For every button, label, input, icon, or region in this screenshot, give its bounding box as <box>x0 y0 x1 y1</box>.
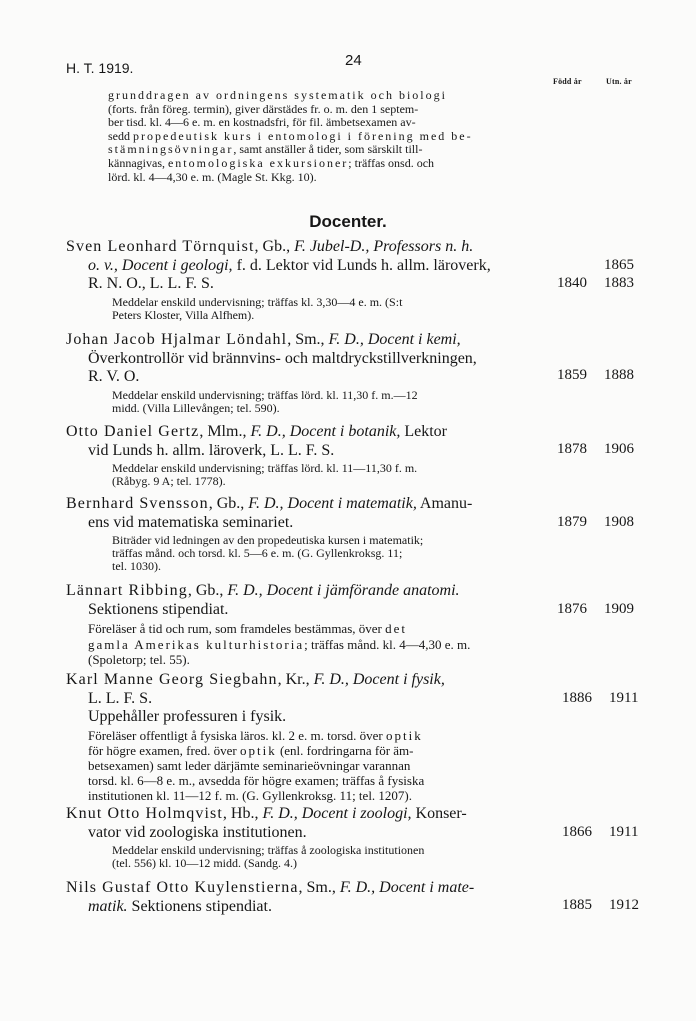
docent-name: Lännart Ribbing <box>66 582 188 599</box>
appointed-year: 1908 <box>604 514 634 530</box>
column-head-appointed: Utn. år <box>606 77 632 86</box>
docent-entry: Sven Leonhard Törnquist, Gb., F. Jubel-D., Professors n. h. o. v., Docent i geologi, f. d. Lektor vid Lunds h. allm. läroverk, R. N. O., L. L. F. S. Meddelar enskild undervisning; träffas kl. 3,30—4 e. m. (S:t Peters Kloster, Villa Alfhem). <box>66 238 491 322</box>
born-year: 1859 <box>557 367 587 383</box>
appointed-year: 1888 <box>604 367 634 383</box>
docent-name: Nils Gustaf Otto Kuylenstierna <box>66 879 299 896</box>
docent-entry: Otto Daniel Gertz, Mlm., F. D., Docent i botanik, Lektor vid Lunds h. allm. läroverk, L. L. F. S. Meddelar enskild undervisning; träffas lörd. kl. 11—11,30 f. m. (Råbyg. 9 A; tel. 1778). <box>66 423 448 489</box>
intro-paragraph: grunddragen av ordningens systematik och biologi (forts. från föreg. termin), giver därstädes fr. o. m. den 1 septem- ber tisd. kl. 4—6 e. m. en kostnadsfri, för fil. ämbetsexamen av- sedd propedeutisk kurs i entomologi i förening med be- stämningsövningar, samt anställer å tider, som särskilt till- kännagivas, entomologiska exkursioner; träffas onsd. och lörd. kl. 4—4,30 e. m. (Magle St. Kkg. 10). <box>108 88 473 184</box>
docent-name: Knut Otto Holmqvist <box>66 805 223 822</box>
born-year: 1885 <box>562 897 592 913</box>
docent-entry: Lännart Ribbing, Gb., F. D., Docent i jämförande anatomi. Sektionens stipendiat. Föreläser å tid och rum, som framdeles bestämmas, över det gamla Amerikas kulturhistoria; träffas månd. kl. 4—4,30 e. m. (Spoletorp; tel. 55). <box>66 582 471 667</box>
docent-entry: Johan Jacob Hjalmar Löndahl, Sm., F. D., Docent i kemi, Överkontrollör vid brännvins- och maltdryckstillverkningen, R. V. O. Meddelar enskild undervisning; träffas lörd. kl. 11,30 f. m.—12 midd. (Villa Lillevången; tel. 590). <box>66 331 477 415</box>
docent-name: Sven Leonhard Törnquist <box>66 238 255 255</box>
docent-name: Karl Manne Georg Siegbahn <box>66 671 278 688</box>
docent-entry: Karl Manne Georg Siegbahn, Kr., F. D., Docent i fysik, L. L. F. S. Uppehåller professuren i fysik. Föreläser offentligt å fysiska läros. kl. 2 e. m. torsd. över optik för högre examen, fred. över optik (enl. fordringarna för äm- betsexamen) samt leder därjämte seminarieövningar varannan torsd. kl. 6—8 e. m., avsedda för högre examen; träffas å fysiska institutionen kl. 11—12 f. m. (G. Gyllenkroksg. 11; tel. 1207). <box>66 671 445 803</box>
section-title: Docenter. <box>309 212 387 231</box>
docent-entry: Nils Gustaf Otto Kuylenstierna, Sm., F. D., Docent i mate- matik. Sektionens stipendiat. <box>66 879 475 915</box>
appointed-year: 1912 <box>609 897 639 913</box>
running-head: H. T. 1919. <box>66 60 134 76</box>
appointed-year: 1906 <box>604 441 634 457</box>
docent-name: Johan Jacob Hjalmar Löndahl <box>66 331 288 348</box>
page-number: 24 <box>345 52 362 69</box>
docent-name: Otto Daniel Gertz <box>66 423 200 440</box>
born-year: 1876 <box>557 601 587 617</box>
born-year: 1886 <box>562 690 592 706</box>
column-head-born: Född år <box>553 77 582 86</box>
docent-name: Bernhard Svensson <box>66 495 209 512</box>
appointed-year: 1911 <box>609 824 639 840</box>
born-year: 1840 <box>557 275 587 291</box>
born-year: 1879 <box>557 514 587 530</box>
appointed-year: 1883 <box>604 275 634 291</box>
docent-entry: Knut Otto Holmqvist, Hb., F. D., Docent i zoologi, Konser- vator vid zoologiska institutionen. Meddelar enskild undervisning; träffas å zoologiska institutionen (tel. 556) kl. 10—12 midd. (Sandg. 4.) <box>66 805 467 871</box>
born-year: 1878 <box>557 441 587 457</box>
appointed-year: 1909 <box>604 601 634 617</box>
docent-entry: Bernhard Svensson, Gb., F. D., Docent i matematik, Amanu- ens vid matematiska seminariet. Biträder vid ledningen av den propedeutiska kursen i matematik; träffas månd. och torsd. kl. 5—6 e. m. (G. Gyllenkroksg. 11; tel. 1030). <box>66 495 473 574</box>
appointed-year: 1911 <box>609 690 639 706</box>
born-year: 1866 <box>562 824 592 840</box>
appointed-year: 1865 <box>604 257 634 273</box>
